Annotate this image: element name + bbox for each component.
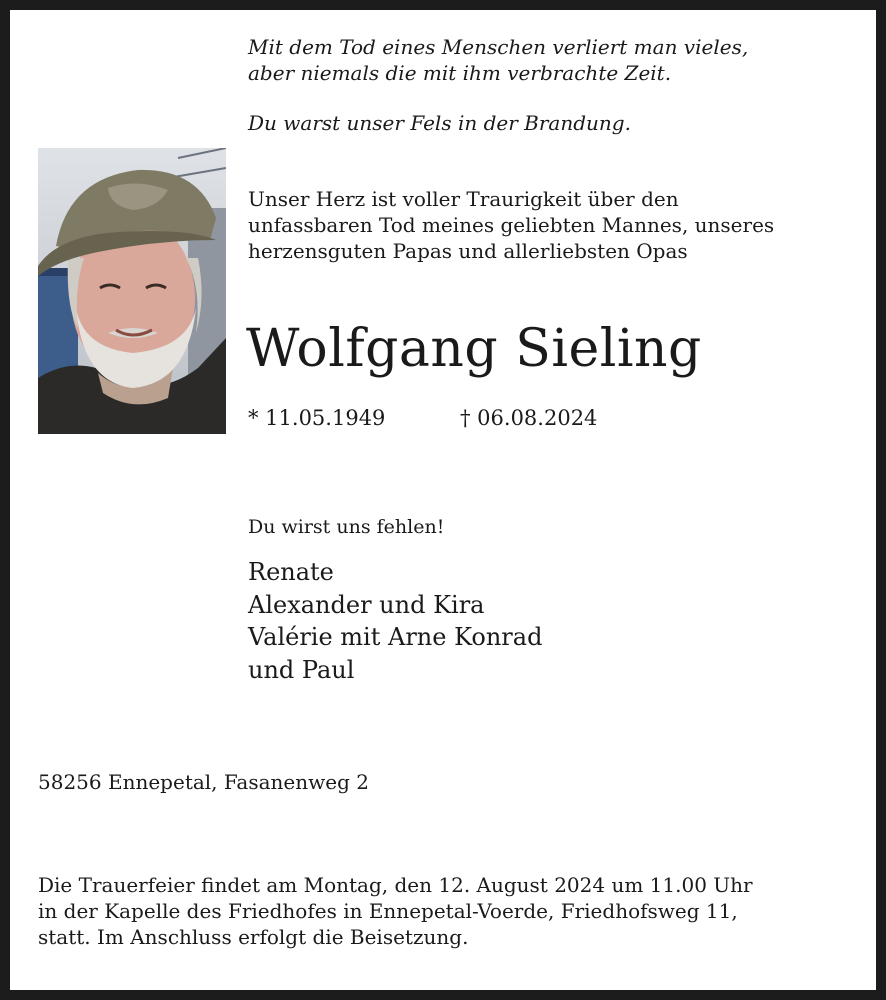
intro-line: Unser Herz ist voller Traurigkeit über den (248, 187, 679, 211)
family-member: und Paul (248, 655, 355, 684)
deceased-name: Wolfgang Sieling (246, 319, 702, 379)
obituary-card (10, 10, 876, 990)
family-member: Alexander und Kira (248, 590, 485, 619)
service-info (38, 872, 753, 950)
family-member: Renate (248, 558, 334, 586)
family-member: Valérie mit Arne Konrad (248, 623, 543, 651)
service-line: in der Kapelle des Friedhofes in Ennepetal-Voerde, Friedhofsweg 11, (38, 899, 738, 923)
service-line: statt. Im Anschluss erfolgt die Beisetzung. (38, 925, 469, 949)
quote-line: Du warst unser Fels in der Brandung. (248, 111, 631, 135)
portrait-image (38, 148, 226, 434)
quote-line: Mit dem Tod eines Menschen verliert man vieles, (248, 35, 749, 59)
address: 58256 Ennepetal, Fasanenweg 2 (38, 770, 369, 794)
intro-line: unfassbaren Tod meines geliebten Mannes, unseres (248, 213, 775, 237)
family-list (248, 556, 542, 686)
death-date: † 06.08.2024 (460, 406, 598, 430)
portrait-photo (38, 148, 226, 434)
intro-line: herzensguten Papas und allerliebsten Opas (248, 239, 688, 263)
birth-date: * 11.05.1949 (248, 406, 386, 430)
quote-block (248, 34, 858, 136)
closing-line: Du wirst uns fehlen! (248, 516, 445, 538)
service-line: Die Trauerfeier findet am Montag, den 12. August 2024 um 11.00 Uhr (38, 873, 753, 897)
intro-text (248, 186, 858, 264)
quote-line: aber niemals die mit ihm verbrachte Zeit. (248, 61, 672, 85)
